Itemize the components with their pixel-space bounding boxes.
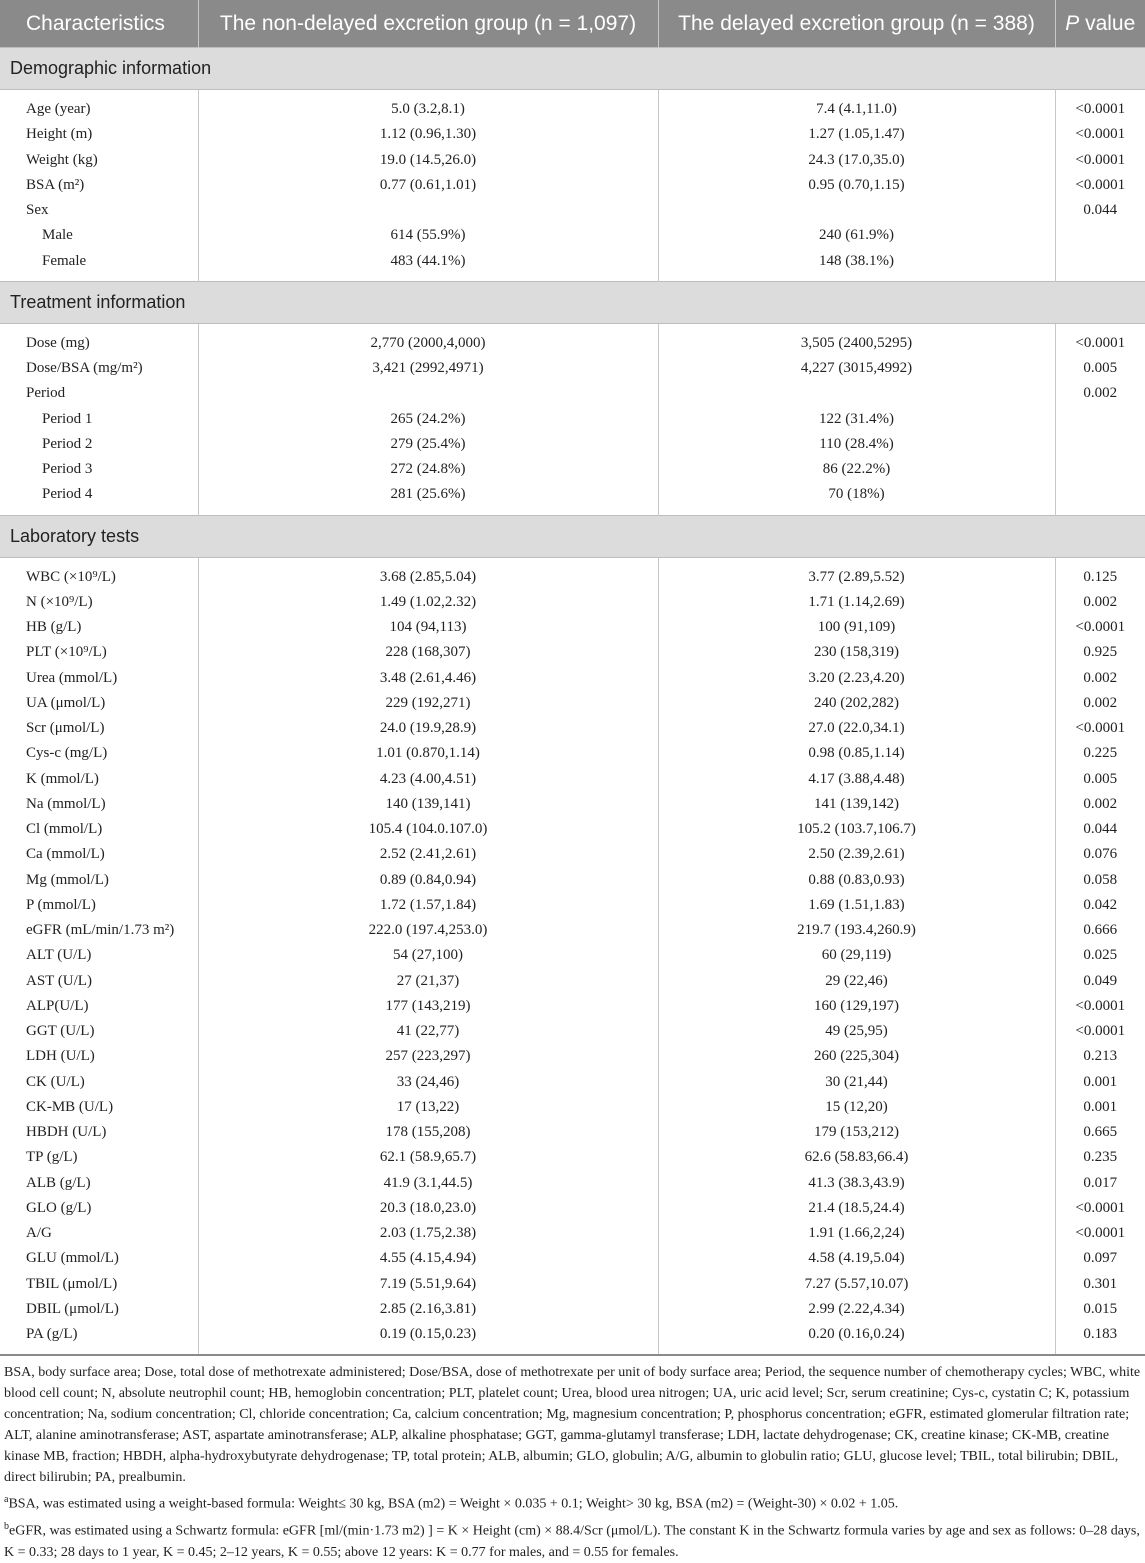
row-label: Period 1 bbox=[0, 407, 198, 432]
p-value: 0.002 bbox=[1083, 795, 1118, 812]
p-value: 0.001 bbox=[1083, 1073, 1118, 1090]
table-row bbox=[0, 148, 1145, 173]
header-non-delayed-group: The non-delayed excretion group (n = 1,097) bbox=[198, 0, 658, 48]
p-value: <0.0001 bbox=[1075, 151, 1126, 168]
row-label: UA (μmol/L) bbox=[0, 691, 198, 716]
delayed-value: 1.27 (1.05,1.47) bbox=[658, 122, 1055, 147]
non-delayed-value: 3,421 (2992,4971) bbox=[198, 356, 658, 381]
table-row bbox=[0, 615, 1145, 640]
non-delayed-value: 1.12 (0.96,1.30) bbox=[198, 122, 658, 147]
delayed-value: 3.20 (2.23,4.20) bbox=[658, 666, 1055, 691]
p-value: <0.0001 bbox=[1075, 126, 1126, 143]
delayed-value: 1.69 (1.51,1.83) bbox=[658, 893, 1055, 918]
p-value bbox=[1055, 432, 1145, 457]
non-delayed-value: 2.52 (2.41,2.61) bbox=[198, 842, 658, 867]
delayed-value: 0.98 (0.85,1.14) bbox=[658, 741, 1055, 766]
p-value: 0.301 bbox=[1083, 1275, 1118, 1292]
row-label: CK (U/L) bbox=[0, 1070, 198, 1095]
row-label: Cys-c (mg/L) bbox=[0, 741, 198, 766]
delayed-value: 0.20 (0.16,0.24) bbox=[658, 1322, 1055, 1355]
table-row bbox=[0, 893, 1145, 918]
p-value: <0.0001 bbox=[1075, 997, 1126, 1014]
table-row bbox=[0, 457, 1145, 482]
p-value: 0.213 bbox=[1083, 1048, 1118, 1065]
delayed-value: 29 (22,46) bbox=[658, 969, 1055, 994]
p-value: 0.005 bbox=[1083, 770, 1118, 787]
delayed-value: 0.95 (0.70,1.15) bbox=[658, 173, 1055, 198]
row-label: PLT (×10⁹/L) bbox=[0, 640, 198, 665]
table-row bbox=[0, 1095, 1145, 1120]
table-row bbox=[0, 842, 1145, 867]
row-label: Cl (mmol/L) bbox=[0, 817, 198, 842]
delayed-value: 2.50 (2.39,2.61) bbox=[658, 842, 1055, 867]
footnote-b-mark: b bbox=[4, 1520, 9, 1532]
delayed-value: 4.17 (3.88,4.48) bbox=[658, 767, 1055, 792]
row-label: ALB (g/L) bbox=[0, 1171, 198, 1196]
delayed-value: 1.71 (1.14,2.69) bbox=[658, 590, 1055, 615]
table-row bbox=[0, 741, 1145, 766]
p-value: <0.0001 bbox=[1075, 619, 1126, 636]
header-characteristics: Characteristics bbox=[0, 0, 198, 48]
header-p-rest: value bbox=[1079, 11, 1136, 35]
table-row bbox=[0, 381, 1145, 406]
non-delayed-value: 41 (22,77) bbox=[198, 1019, 658, 1044]
non-delayed-value: 228 (168,307) bbox=[198, 640, 658, 665]
table-row bbox=[0, 792, 1145, 817]
row-label: Age (year) bbox=[0, 90, 198, 123]
row-label: Sex bbox=[0, 198, 198, 223]
row-label: CK-MB (U/L) bbox=[0, 1095, 198, 1120]
delayed-value: 70 (18%) bbox=[658, 482, 1055, 515]
delayed-value: 1.91 (1.66,2,24) bbox=[658, 1221, 1055, 1246]
delayed-value: 3,505 (2400,5295) bbox=[658, 323, 1055, 356]
delayed-value: 240 (202,282) bbox=[658, 691, 1055, 716]
p-value: 0.183 bbox=[1055, 1322, 1145, 1355]
row-label: Scr (μmol/L) bbox=[0, 716, 198, 741]
table-row bbox=[0, 223, 1145, 248]
table-row bbox=[0, 1120, 1145, 1145]
delayed-value: 60 (29,119) bbox=[658, 943, 1055, 968]
row-label: ALP(U/L) bbox=[0, 994, 198, 1019]
section-header-row bbox=[0, 48, 1145, 90]
non-delayed-value: 140 (139,141) bbox=[198, 792, 658, 817]
p-value: 0.235 bbox=[1083, 1149, 1118, 1166]
non-delayed-value: 4.23 (4.00,4.51) bbox=[198, 767, 658, 792]
table-row bbox=[0, 1297, 1145, 1322]
row-label: Dose (mg) bbox=[0, 323, 198, 356]
table-header bbox=[0, 0, 1145, 48]
non-delayed-value: 24.0 (19.9,28.9) bbox=[198, 716, 658, 741]
non-delayed-value: 41.9 (3.1,44.5) bbox=[198, 1171, 658, 1196]
non-delayed-value: 7.19 (5.51,9.64) bbox=[198, 1272, 658, 1297]
section-title: Demographic information bbox=[0, 48, 1145, 90]
table-row bbox=[0, 1322, 1145, 1355]
p-value bbox=[1055, 223, 1145, 248]
non-delayed-value: 177 (143,219) bbox=[198, 994, 658, 1019]
row-label: WBC (×10⁹/L) bbox=[0, 557, 198, 590]
p-value: 0.025 bbox=[1083, 947, 1118, 964]
table-row bbox=[0, 590, 1145, 615]
section-header-row bbox=[0, 281, 1145, 323]
p-value: 0.049 bbox=[1083, 972, 1118, 989]
non-delayed-value: 279 (25.4%) bbox=[198, 432, 658, 457]
row-label: Period bbox=[0, 381, 198, 406]
table-row bbox=[0, 432, 1145, 457]
footnote-b bbox=[4, 1516, 1141, 1563]
p-value: 0.225 bbox=[1083, 745, 1118, 762]
table-row bbox=[0, 1171, 1145, 1196]
table-row bbox=[0, 1145, 1145, 1170]
delayed-value: 7.4 (4.1,11.0) bbox=[658, 90, 1055, 123]
p-value: 0.097 bbox=[1083, 1250, 1118, 1267]
table-row bbox=[0, 1070, 1145, 1095]
row-label: N (×10⁹/L) bbox=[0, 590, 198, 615]
delayed-value: 15 (12,20) bbox=[658, 1095, 1055, 1120]
row-label: GGT (U/L) bbox=[0, 1019, 198, 1044]
p-value: <0.0001 bbox=[1075, 1225, 1126, 1242]
non-delayed-value: 614 (55.9%) bbox=[198, 223, 658, 248]
table-row bbox=[0, 1272, 1145, 1297]
table-row bbox=[0, 1019, 1145, 1044]
non-delayed-value: 54 (27,100) bbox=[198, 943, 658, 968]
delayed-value: 30 (21,44) bbox=[658, 1070, 1055, 1095]
p-value: 0.125 bbox=[1083, 568, 1118, 585]
non-delayed-value: 105.4 (104.0.107.0) bbox=[198, 817, 658, 842]
row-label: Female bbox=[0, 249, 198, 282]
row-label: LDH (U/L) bbox=[0, 1044, 198, 1069]
row-label: P (mmol/L) bbox=[0, 893, 198, 918]
delayed-value bbox=[658, 381, 1055, 406]
delayed-value: 148 (38.1%) bbox=[658, 249, 1055, 282]
table-row bbox=[0, 943, 1145, 968]
delayed-value: 62.6 (58.83,66.4) bbox=[658, 1145, 1055, 1170]
footnote-b-text: eGFR, was estimated using a Schwartz formula: eGFR [ml/(min·1.73 m2) ] = K × Height (cm) × 88.4/Scr (μmol/L). The constant K in the Schwartz formula varies by age and sex as follows: 0–28 days, K = 0.33; 28 days to 1 year, K = 0.45; 2–12 years, K = 0.55; above 12 years: K = 0.77 for males, and = 0.55 for females. bbox=[4, 1523, 1140, 1560]
delayed-value: 4,227 (3015,4992) bbox=[658, 356, 1055, 381]
row-label: AST (U/L) bbox=[0, 969, 198, 994]
p-value bbox=[1055, 457, 1145, 482]
p-value: 0.042 bbox=[1083, 896, 1118, 913]
non-delayed-value: 0.77 (0.61,1.01) bbox=[198, 173, 658, 198]
row-label: Na (mmol/L) bbox=[0, 792, 198, 817]
non-delayed-value: 1.01 (0.870,1.14) bbox=[198, 741, 658, 766]
table-row bbox=[0, 122, 1145, 147]
header-p-italic: P bbox=[1065, 11, 1080, 35]
non-delayed-value: 483 (44.1%) bbox=[198, 249, 658, 282]
row-label: TP (g/L) bbox=[0, 1145, 198, 1170]
p-value: 0.002 bbox=[1083, 694, 1118, 711]
footnote-a-text: BSA, was estimated using a weight-based formula: Weight≤ 30 kg, BSA (m2) = Weight × 0.035 + 0.1; Weight> 30 kg, BSA (m2) = (Weight-30) × 0.02 + 1.05. bbox=[8, 1496, 899, 1512]
delayed-value: 2.99 (2.22,4.34) bbox=[658, 1297, 1055, 1322]
p-value: 0.058 bbox=[1083, 871, 1118, 888]
p-value: 0.665 bbox=[1083, 1124, 1118, 1141]
table-row bbox=[0, 666, 1145, 691]
delayed-value: 24.3 (17.0,35.0) bbox=[658, 148, 1055, 173]
non-delayed-value: 5.0 (3.2,8.1) bbox=[198, 90, 658, 123]
table-row bbox=[0, 557, 1145, 590]
row-label: DBIL (μmol/L) bbox=[0, 1297, 198, 1322]
delayed-value: 41.3 (38.3,43.9) bbox=[658, 1171, 1055, 1196]
row-label: eGFR (mL/min/1.73 m²) bbox=[0, 918, 198, 943]
table-row bbox=[0, 198, 1145, 223]
non-delayed-value: 19.0 (14.5,26.0) bbox=[198, 148, 658, 173]
p-value bbox=[1055, 482, 1145, 515]
non-delayed-value bbox=[198, 381, 658, 406]
p-value: <0.0001 bbox=[1075, 334, 1126, 351]
non-delayed-value: 229 (192,271) bbox=[198, 691, 658, 716]
non-delayed-value: 62.1 (58.9,65.7) bbox=[198, 1145, 658, 1170]
delayed-value: 4.58 (4.19,5.04) bbox=[658, 1246, 1055, 1271]
delayed-value: 7.27 (5.57,10.07) bbox=[658, 1272, 1055, 1297]
header-delayed-group: The delayed excretion group (n = 388) bbox=[658, 0, 1055, 48]
non-delayed-value: 2.85 (2.16,3.81) bbox=[198, 1297, 658, 1322]
p-value: 0.925 bbox=[1083, 644, 1118, 661]
row-label: TBIL (μmol/L) bbox=[0, 1272, 198, 1297]
p-value: 0.017 bbox=[1083, 1174, 1118, 1191]
delayed-value: 110 (28.4%) bbox=[658, 432, 1055, 457]
p-value bbox=[1055, 407, 1145, 432]
non-delayed-value: 1.72 (1.57,1.84) bbox=[198, 893, 658, 918]
row-label: Period 2 bbox=[0, 432, 198, 457]
table-row bbox=[0, 1221, 1145, 1246]
table-row bbox=[0, 90, 1145, 123]
row-label: ALT (U/L) bbox=[0, 943, 198, 968]
delayed-value: 86 (22.2%) bbox=[658, 457, 1055, 482]
delayed-value: 105.2 (103.7,106.7) bbox=[658, 817, 1055, 842]
table-row bbox=[0, 407, 1145, 432]
p-value: 0.002 bbox=[1083, 385, 1118, 402]
row-label: Period 4 bbox=[0, 482, 198, 515]
p-value: 0.002 bbox=[1083, 593, 1118, 610]
section-title: Laboratory tests bbox=[0, 515, 1145, 557]
row-label: GLU (mmol/L) bbox=[0, 1246, 198, 1271]
non-delayed-value: 281 (25.6%) bbox=[198, 482, 658, 515]
non-delayed-value: 33 (24,46) bbox=[198, 1070, 658, 1095]
non-delayed-value: 2,770 (2000,4,000) bbox=[198, 323, 658, 356]
non-delayed-value: 257 (223,297) bbox=[198, 1044, 658, 1069]
table-row bbox=[0, 1246, 1145, 1271]
row-label: Mg (mmol/L) bbox=[0, 868, 198, 893]
p-value: <0.0001 bbox=[1075, 176, 1126, 193]
row-label: Dose/BSA (mg/m²) bbox=[0, 356, 198, 381]
footnote-a-mark: a bbox=[4, 1494, 9, 1506]
header-p-value bbox=[1055, 0, 1145, 48]
delayed-value bbox=[658, 198, 1055, 223]
p-value: 0.002 bbox=[1083, 669, 1118, 686]
row-label: Period 3 bbox=[0, 457, 198, 482]
table-row bbox=[0, 249, 1145, 282]
table-row bbox=[0, 767, 1145, 792]
delayed-value: 240 (61.9%) bbox=[658, 223, 1055, 248]
abbreviations-note: BSA, body surface area; Dose, total dose of methotrexate administered; Dose/BSA, dose of methotrexate per unit of body surface area; Period, the sequence number of chemotherapy cycles; WBC, white blood cell count; N, absolute neutrophil count; HB, hemoglobin concentration; PLT, platelet count; Urea, blood urea nitrogen; UA, uric acid level; Scr, serum creatinine; Cys-c, cystatin C; K, potassium concentration; Na, sodium concentration; Cl, chloride concentration; Ca, calcium concentration; Mg, magnesium concentration; P, phosphorus concentration; eGFR, estimated glomerular filtration rate; ALT, alanine aminotransferase; AST, aspartate aminotransferase; ALP, alkaline phosphatase; GGT, gamma-glutamyl transferase; LDH, lactate dehydrogenase; CK, creatine kinase; CK-MB, creatine kinase MB, fraction; HBDH, alpha-hydroxybutyrate dehydrogenase; TP, total protein; ALB, albumin; GLO, globulin; A/G, albumin to globulin ratio; GLU, glucose level; TBIL, total bilirubin; DBIL, direct bilirubin; PA, prealbumin. bbox=[4, 1365, 1141, 1486]
table-row bbox=[0, 1196, 1145, 1221]
table-row bbox=[0, 716, 1145, 741]
delayed-value: 49 (25,95) bbox=[658, 1019, 1055, 1044]
delayed-value: 27.0 (22.0,34.1) bbox=[658, 716, 1055, 741]
p-value bbox=[1055, 249, 1145, 282]
row-label: HBDH (U/L) bbox=[0, 1120, 198, 1145]
row-label: Ca (mmol/L) bbox=[0, 842, 198, 867]
table-footnotes bbox=[0, 1355, 1145, 1562]
row-label: A/G bbox=[0, 1221, 198, 1246]
delayed-value: 122 (31.4%) bbox=[658, 407, 1055, 432]
non-delayed-value: 2.03 (1.75,2.38) bbox=[198, 1221, 658, 1246]
p-value: <0.0001 bbox=[1075, 1199, 1126, 1216]
p-value: 0.001 bbox=[1083, 1098, 1118, 1115]
p-value: <0.0001 bbox=[1075, 101, 1126, 118]
non-delayed-value bbox=[198, 198, 658, 223]
table-row bbox=[0, 868, 1145, 893]
table-row bbox=[0, 691, 1145, 716]
table-row bbox=[0, 969, 1145, 994]
table-row bbox=[0, 323, 1145, 356]
delayed-value: 100 (91,109) bbox=[658, 615, 1055, 640]
p-value: <0.0001 bbox=[1075, 1023, 1126, 1040]
table-row bbox=[0, 482, 1145, 515]
p-value: 0.015 bbox=[1083, 1300, 1118, 1317]
non-delayed-value: 0.19 (0.15,0.23) bbox=[198, 1322, 658, 1355]
delayed-value: 230 (158,319) bbox=[658, 640, 1055, 665]
row-label: Male bbox=[0, 223, 198, 248]
p-value: <0.0001 bbox=[1075, 720, 1126, 737]
section-title: Treatment information bbox=[0, 281, 1145, 323]
table-row bbox=[0, 817, 1145, 842]
delayed-value: 219.7 (193.4,260.9) bbox=[658, 918, 1055, 943]
table-row bbox=[0, 173, 1145, 198]
row-label: K (mmol/L) bbox=[0, 767, 198, 792]
table-body bbox=[0, 48, 1145, 1355]
non-delayed-value: 222.0 (197.4,253.0) bbox=[198, 918, 658, 943]
non-delayed-value: 104 (94,113) bbox=[198, 615, 658, 640]
table-row bbox=[0, 918, 1145, 943]
table-row bbox=[0, 356, 1145, 381]
non-delayed-value: 265 (24.2%) bbox=[198, 407, 658, 432]
non-delayed-value: 1.49 (1.02,2.32) bbox=[198, 590, 658, 615]
table-row bbox=[0, 1044, 1145, 1069]
non-delayed-value: 178 (155,208) bbox=[198, 1120, 658, 1145]
row-label: PA (g/L) bbox=[0, 1322, 198, 1355]
non-delayed-value: 272 (24.8%) bbox=[198, 457, 658, 482]
delayed-value: 0.88 (0.83,0.93) bbox=[658, 868, 1055, 893]
footnote-a bbox=[4, 1489, 1141, 1515]
p-value: 0.666 bbox=[1083, 922, 1118, 939]
non-delayed-value: 27 (21,37) bbox=[198, 969, 658, 994]
delayed-value: 160 (129,197) bbox=[658, 994, 1055, 1019]
row-label: HB (g/L) bbox=[0, 615, 198, 640]
p-value: 0.044 bbox=[1083, 202, 1118, 219]
row-label: Weight (kg) bbox=[0, 148, 198, 173]
section-header-row bbox=[0, 515, 1145, 557]
delayed-value: 141 (139,142) bbox=[658, 792, 1055, 817]
table-row bbox=[0, 640, 1145, 665]
p-value: 0.044 bbox=[1083, 821, 1118, 838]
delayed-value: 21.4 (18.5,24.4) bbox=[658, 1196, 1055, 1221]
delayed-value: 3.77 (2.89,5.52) bbox=[658, 557, 1055, 590]
row-label: Height (m) bbox=[0, 122, 198, 147]
non-delayed-value: 17 (13,22) bbox=[198, 1095, 658, 1120]
non-delayed-value: 4.55 (4.15,4.94) bbox=[198, 1246, 658, 1271]
table-row bbox=[0, 994, 1145, 1019]
p-value: 0.076 bbox=[1083, 846, 1118, 863]
row-label: GLO (g/L) bbox=[0, 1196, 198, 1221]
row-label: BSA (m²) bbox=[0, 173, 198, 198]
non-delayed-value: 0.89 (0.84,0.94) bbox=[198, 868, 658, 893]
row-label: Urea (mmol/L) bbox=[0, 666, 198, 691]
delayed-value: 260 (225,304) bbox=[658, 1044, 1055, 1069]
p-value: 0.005 bbox=[1083, 360, 1118, 377]
non-delayed-value: 20.3 (18.0,23.0) bbox=[198, 1196, 658, 1221]
delayed-value: 179 (153,212) bbox=[658, 1120, 1055, 1145]
non-delayed-value: 3.68 (2.85,5.04) bbox=[198, 557, 658, 590]
non-delayed-value: 3.48 (2.61,4.46) bbox=[198, 666, 658, 691]
